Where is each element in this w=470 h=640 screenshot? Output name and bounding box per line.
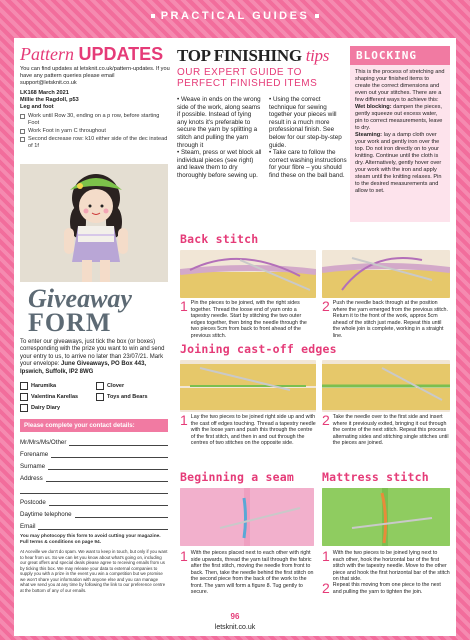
field-address-line[interactable] bbox=[20, 482, 168, 494]
joining-title: Joining cast-off edges bbox=[180, 342, 337, 356]
seam-step-1: 1 With the pieces placed next to each other with right side upwards, thread the yarn tail through the fabric after the first stitch, moving the needle from front to back. Then, take the needle behind the first stitch on the second piece from the back of the work to the front. The yarn will form a figure 8. Tug gently to secure. bbox=[180, 548, 314, 595]
mattress-title: Mattress stitch bbox=[322, 470, 429, 484]
tips-column-1 bbox=[177, 96, 263, 180]
prize-options bbox=[20, 382, 168, 412]
back-stitch-photo-2 bbox=[322, 250, 450, 298]
checkbox-icon bbox=[20, 137, 25, 142]
section-header: PRACTICAL GUIDES bbox=[0, 10, 470, 22]
prize-option[interactable]: Dairy Diary bbox=[20, 404, 92, 412]
back-stitch-title: Back stitch bbox=[180, 232, 259, 246]
issue-label: LK168 March 2021 bbox=[20, 90, 69, 96]
field-postcode[interactable]: Postcode bbox=[20, 494, 168, 506]
checkbox-icon bbox=[20, 114, 25, 119]
tip-text: • Take care to follow the correct washing instructions for your fibre – you should find these on the ball band. bbox=[269, 149, 347, 179]
privacy-note: At Aceville we don't do spam. We want to keep in touch, but only if you want to hear from us. So we can let you know about what's going on, including our great offers and special deals please agree to receiving emails from us by ticking this box. We may release your data to external companies to supply you with a prize in the event you win a competition but we promise we won't share your information with anyone else and you can manage what we send you at any time by following the link to our preference centre at the bottom of any of our emails. bbox=[20, 549, 168, 593]
correction-item: Second decrease row: k10 either side of the dec instead of 1f bbox=[20, 136, 170, 150]
joining-photo-2 bbox=[322, 360, 450, 412]
tips-column-2 bbox=[269, 96, 347, 180]
seam-title: Beginning a seam bbox=[180, 470, 294, 484]
seam-photo bbox=[180, 488, 314, 546]
pattern-part: Leg and foot bbox=[20, 104, 54, 110]
back-stitch-photo-1 bbox=[180, 250, 316, 298]
blocking-text: This is the process of stretching and shaping your finished items to create the correct dimensions and even out your stitches. There are a few different ways to achieve this: Wet blocking: dampen the pieces, gently squeeze out excess water, pin to correct measurements, leave to dry. Steaming: lay a damp cloth over your work and gently iron over the top. Do not iron directly on to your knitting. Continue until the cloth is dry. Alternatively, gently hover over your work with the iron and apply steam until the knitting relaxes. Pin to the desired measurements and allow to set. bbox=[350, 65, 450, 222]
correction-item: Work until Row 30, ending on a p row, before starting Foot bbox=[20, 113, 170, 127]
checkbox[interactable] bbox=[96, 393, 104, 401]
field-forename[interactable]: Forename bbox=[20, 446, 168, 458]
field-surname[interactable]: Surname bbox=[20, 458, 168, 470]
pattern-updates-title: Pattern UPDATES bbox=[20, 44, 164, 64]
back-stitch-step-1: 1 Pin the pieces to be joined, with the right sides together. Thread the loose end of yarn onto a tapestry needle. Start by stitching the two outer edges together, then bring the needle through the two pieces 5cm from back to front ahead of the previous stitch. bbox=[180, 298, 307, 339]
ragdoll-photo bbox=[20, 164, 168, 282]
field-title[interactable]: Mr/Mrs/Ms/Other bbox=[20, 434, 168, 446]
mattress-photo bbox=[322, 488, 450, 546]
photocopy-note: You may photocopy this form to avoid cutting your magazine. Full terms & conditions on page 94. bbox=[20, 534, 161, 545]
giveaway-form bbox=[20, 284, 168, 622]
joining-photo-1 bbox=[180, 360, 316, 412]
tip-text: • Steam, press or wet block all individual pieces (see right) and leave them to dry thoroughly before sewing up. bbox=[177, 149, 262, 179]
checkbox-icon bbox=[20, 129, 25, 134]
mattress-step-2: 2 Repeat this moving from one piece to the next and pulling the yarn to tighten the join. bbox=[322, 580, 441, 596]
top-finishing-title: TOP FINISHING tips bbox=[177, 46, 330, 65]
giveaway-title: Giveaway bbox=[28, 284, 132, 313]
checkbox[interactable] bbox=[20, 404, 28, 412]
tip-text: • Weave in ends on the wrong side of the work, along seams if possible. Instead of tying any knots it's preferable to secure the yarn by splitting a stitch and pulling the yarn through it bbox=[177, 96, 261, 149]
field-address[interactable]: Address bbox=[20, 470, 168, 482]
checkbox[interactable] bbox=[20, 393, 28, 401]
contact-heading: Please complete your contact details: bbox=[20, 419, 168, 432]
pattern-updates bbox=[20, 44, 170, 160]
checkbox[interactable] bbox=[20, 382, 28, 390]
tip-text: • Using the correct technique for sewing together your pieces will result in a much more professional finish. See below for our step-by-step guide. bbox=[269, 96, 342, 149]
joining-step-2: 2 Take the needle over to the first side and insert where it previously exited, bringing it out through the centre of the next stitch. Repeat this process alternating sides and stitching single stitches until the pieces are joined. bbox=[322, 412, 449, 446]
field-telephone[interactable]: Daytime telephone bbox=[20, 506, 168, 518]
page-number: 96 bbox=[230, 612, 240, 621]
pattern-name: Millie the Ragdoll, p53 bbox=[20, 97, 79, 103]
correction-item: Work Foot in yarn C throughout bbox=[20, 128, 170, 135]
giveaway-subtitle: FORM bbox=[28, 308, 112, 337]
giveaway-instructions: To enter our giveaways, just tick the box (or boxes) corresponding with the prize you want to win and send your entry to us, to arrive no later than 23/07/21. Mark your envelope: June Giveaways, PO Box 443, Ipswich, Suffolk, IP2 8WG bbox=[20, 339, 165, 375]
field-email[interactable]: Email bbox=[20, 518, 168, 530]
prize-option[interactable]: Clover bbox=[96, 382, 168, 390]
blocking-box bbox=[350, 46, 450, 220]
top-finishing-header bbox=[177, 46, 345, 89]
mattress-step-1: 1 With the two pieces to be joined lying next to each other, hook the horizontal bar of the first stitch with the tapestry needle. Move to the other piece and hook the first horizontal bar of the stitch on that side. bbox=[322, 548, 450, 582]
checkbox[interactable] bbox=[96, 382, 104, 390]
back-stitch-step-2: 2 Push the needle back through at the position where the yarn emerged from the previous stitch. Return it to the front of the work, approx 5cm ahead of the stitch just made. Repeat this until the whole join is complete, working in a straight line. bbox=[322, 298, 448, 339]
blocking-title: BLOCKING bbox=[350, 46, 450, 65]
pattern-updates-intro: You can find updates at letsknit.co.uk/pattern-updates. If you have any pattern queries please email support@letsknit.co.uk bbox=[20, 66, 170, 86]
website-link[interactable]: letsknit.co.uk bbox=[214, 624, 256, 631]
top-finishing-subtitle: OUR EXPERT GUIDE TO PERFECT FINISHED ITEMS bbox=[177, 67, 318, 89]
prize-option[interactable]: Toys and Bears bbox=[96, 393, 168, 401]
joining-step-1: 1 Lay the two pieces to be joined right side up and with the cast off edges touching. Thread a tapestry needle with the loose yarn and push this through the centre of the first stitch, and then in and out through the centres of two stitches on the opposite side. bbox=[180, 412, 316, 446]
prize-option[interactable]: Valentina Karellas bbox=[20, 393, 92, 401]
prize-option[interactable]: Harumika bbox=[20, 382, 92, 390]
